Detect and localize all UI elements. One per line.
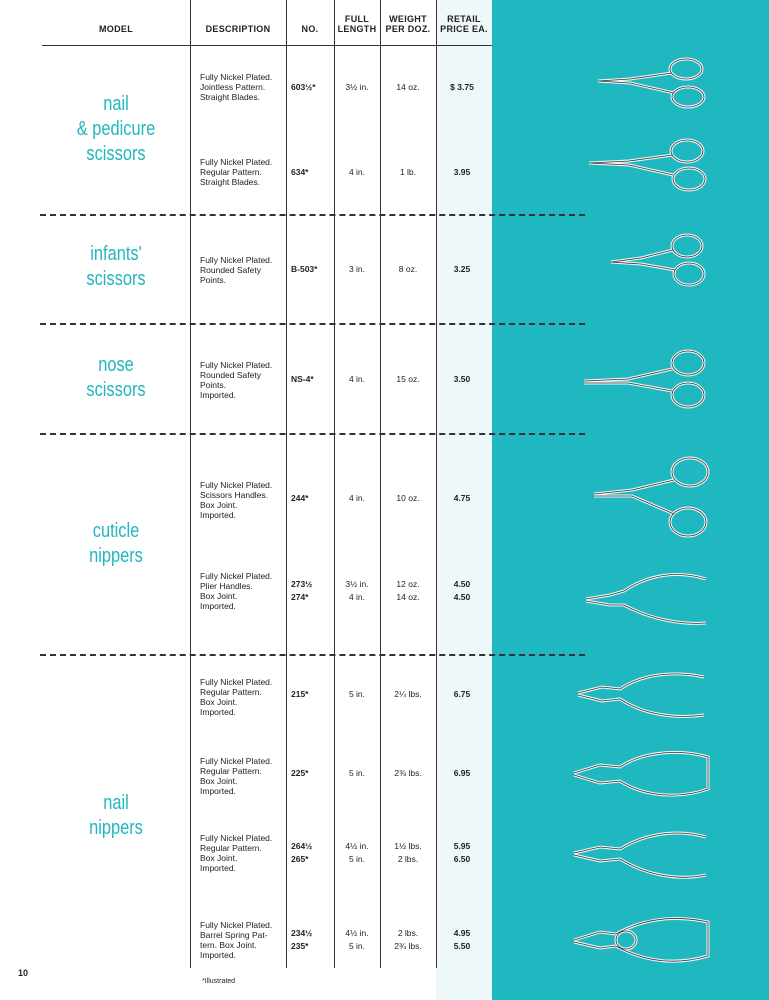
description-line: Fully Nickel Plated.: [200, 360, 273, 370]
nail-scissors-icon: [590, 55, 720, 115]
description-line: Fully Nickel Plated.: [200, 72, 273, 82]
section-title-cuticle-nippers: [55, 519, 176, 569]
number-value: 244*: [291, 493, 309, 503]
price-value: 4.95: [453, 928, 471, 938]
description-line: Scissors Handles.: [200, 490, 269, 500]
product-price: [436, 840, 488, 866]
weight-value: 14 oz.: [396, 82, 420, 92]
description-line: Imported.: [200, 390, 236, 400]
weight-value: 2¼ lbs.: [394, 689, 422, 699]
section-title-line: nippers: [89, 545, 143, 567]
product-description: [200, 157, 292, 187]
description-line: Regular Pattern.: [200, 687, 262, 697]
product-price: [436, 81, 488, 94]
product-description: [200, 677, 292, 717]
section-title-line: nail: [103, 792, 129, 814]
description-line: Plier Handles.: [200, 581, 253, 591]
number-value: NS-4*: [291, 374, 314, 384]
description-line: Points.: [200, 275, 226, 285]
barrel-spring-nipper-icon: [568, 908, 716, 972]
product-price: [436, 373, 488, 386]
section-title-line: scissors: [86, 143, 146, 165]
product-price: [436, 578, 488, 604]
description-line: Straight Blades.: [200, 92, 261, 102]
number-value: 274*: [291, 592, 309, 602]
section-title-line: infants': [90, 243, 142, 265]
number-value: 603½*: [291, 82, 316, 92]
weight-value: 15 oz.: [396, 374, 420, 384]
column-divider: [190, 0, 191, 968]
description-line: Imported.: [200, 510, 236, 520]
length-value: 4½ in.: [345, 841, 369, 851]
description-line: Rounded Safety: [200, 265, 261, 275]
product-description: [200, 72, 292, 102]
product-length: [334, 578, 380, 604]
section-title-line: scissors: [86, 379, 146, 401]
header-weight-line: PER DOZ.: [385, 24, 431, 34]
header-model: MODEL: [99, 24, 133, 34]
section-divider: [40, 433, 585, 435]
length-value: 4 in.: [348, 374, 366, 384]
section-title-line: cuticle: [92, 520, 140, 542]
section-title-line: scissors: [86, 268, 146, 290]
price-value: 3.95: [453, 167, 471, 177]
header-rule: [42, 45, 492, 46]
description-line: Rounded Safety: [200, 370, 261, 380]
weight-value: 1½ lbs.: [394, 841, 422, 851]
nail-nipper-icon: [572, 665, 712, 725]
price-value: 6.95: [453, 768, 471, 778]
number-value: 234½: [291, 928, 313, 938]
product-number: [291, 767, 335, 780]
product-price: [436, 166, 488, 179]
section-title-nail-pedicure-scissors: [55, 92, 176, 167]
product-number: [291, 927, 335, 953]
header-length-line: FULL: [344, 14, 370, 24]
length-value: 5 in.: [348, 689, 366, 699]
length-value: 3½ in.: [345, 82, 369, 92]
product-length: [334, 373, 380, 386]
cuticle-nipper-icon: [580, 565, 715, 635]
description-line: Imported.: [200, 707, 236, 717]
weight-value: 2¾ lbs.: [394, 941, 422, 951]
product-weight: [380, 927, 436, 953]
price-value: 4.50: [453, 579, 471, 589]
product-price: [436, 263, 488, 276]
product-weight: [380, 840, 436, 866]
description-line: Fully Nickel Plated.: [200, 920, 273, 930]
section-title-nose-scissors: [55, 353, 176, 403]
price-value: $ 3.75: [450, 82, 474, 92]
section-title-infants-scissors: [55, 242, 176, 292]
product-price: [436, 927, 488, 953]
length-value: 3 in.: [348, 264, 366, 274]
product-length: [334, 81, 380, 94]
product-description: [200, 833, 292, 873]
product-weight: [380, 373, 436, 386]
price-value: 4.50: [453, 592, 471, 602]
description-line: Box Joint.: [200, 697, 238, 707]
weight-value: 2⅜ lbs.: [394, 768, 422, 778]
description-line: Fully Nickel Plated.: [200, 157, 273, 167]
description-line: Regular Pattern.: [200, 167, 262, 177]
infant-scissors-icon: [605, 230, 715, 290]
description-line: Points.: [200, 380, 226, 390]
weight-value: 2 lbs.: [397, 928, 419, 938]
product-description: [200, 756, 292, 796]
price-value: 4.75: [453, 493, 471, 503]
description-line: Straight Blades.: [200, 177, 261, 187]
nail-nipper-icon: [568, 745, 716, 805]
section-divider: [40, 323, 585, 325]
description-line: Fully Nickel Plated.: [200, 677, 273, 687]
product-weight: [380, 688, 436, 701]
product-length: [334, 688, 380, 701]
description-line: Box Joint.: [200, 591, 238, 601]
description-line: Barrel Spring Pat-: [200, 930, 268, 940]
product-price: [436, 492, 488, 505]
header-price: [436, 14, 492, 34]
header-weight: [380, 14, 436, 34]
number-value: 273½: [291, 579, 313, 589]
number-value: B-503*: [291, 264, 318, 274]
length-value: 5 in.: [348, 941, 366, 951]
product-number: [291, 373, 335, 386]
price-value: 3.50: [453, 374, 471, 384]
description-line: tern. Box Joint.: [200, 940, 257, 950]
column-divider: [380, 0, 381, 968]
product-length: [334, 492, 380, 505]
price-value: 5.50: [453, 941, 471, 951]
description-line: Fully Nickel Plated.: [200, 833, 273, 843]
length-value: 4 in.: [348, 167, 366, 177]
product-length: [334, 166, 380, 179]
page-number: 10: [18, 968, 29, 978]
section-title-line: nail: [103, 93, 129, 115]
description-line: Regular Pattern.: [200, 766, 262, 776]
length-value: 4½ in.: [345, 928, 369, 938]
length-value: 3½ in.: [345, 579, 369, 589]
product-weight: [380, 81, 436, 94]
price-value: 6.75: [453, 689, 471, 699]
column-divider: [334, 0, 335, 968]
product-number: [291, 492, 335, 505]
description-line: Box Joint.: [200, 776, 238, 786]
product-price: [436, 767, 488, 780]
column-divider: [436, 0, 437, 968]
product-description: [200, 571, 292, 611]
price-value: 3.25: [453, 264, 471, 274]
product-number: [291, 840, 335, 866]
weight-value: 1 lb.: [399, 167, 417, 177]
description-line: Fully Nickel Plated.: [200, 756, 273, 766]
header-price-line: RETAIL: [447, 14, 481, 24]
number-value: 235*: [291, 941, 309, 951]
number-value: 634*: [291, 167, 309, 177]
description-line: Imported.: [200, 601, 236, 611]
description-line: Box Joint.: [200, 853, 238, 863]
section-title-nail-nippers: [55, 791, 176, 841]
section-divider: [40, 654, 585, 656]
description-line: Imported.: [200, 863, 236, 873]
number-value: 215*: [291, 689, 309, 699]
price-value: 5.95: [453, 841, 471, 851]
product-number: [291, 688, 335, 701]
length-value: 4 in.: [348, 592, 366, 602]
footnote: *Illustrated: [202, 978, 236, 985]
nail-scissors-icon: [585, 135, 720, 195]
product-description: [200, 255, 292, 285]
description-line: Imported.: [200, 950, 236, 960]
description-line: Fully Nickel Plated.: [200, 571, 273, 581]
nail-nipper-icon: [568, 825, 713, 885]
product-description: [200, 920, 292, 960]
product-length: [334, 767, 380, 780]
header-price-line: PRICE EA.: [440, 24, 488, 34]
header-description: DESCRIPTION: [205, 24, 271, 34]
product-number: [291, 263, 335, 276]
product-description: [200, 480, 292, 520]
product-weight: [380, 492, 436, 505]
header-length-line: LENGTH: [337, 24, 377, 34]
description-line: Fully Nickel Plated.: [200, 480, 273, 490]
cuticle-nipper-icon: [582, 452, 717, 542]
header-number: NO.: [301, 24, 319, 34]
header-weight-line: WEIGHT: [389, 14, 427, 24]
weight-value: 10 oz.: [396, 493, 420, 503]
product-weight: [380, 578, 436, 604]
weight-value: 14 oz.: [396, 592, 420, 602]
product-number: [291, 81, 335, 94]
product-number: [291, 166, 335, 179]
section-title-line: nippers: [89, 817, 143, 839]
product-number: [291, 578, 335, 604]
product-description: [200, 360, 292, 400]
description-line: Fully Nickel Plated.: [200, 255, 273, 265]
product-length: [334, 840, 380, 866]
length-value: 4 in.: [348, 493, 366, 503]
product-length: [334, 263, 380, 276]
weight-value: 2 lbs.: [397, 854, 419, 864]
section-divider: [40, 214, 585, 216]
product-weight: [380, 263, 436, 276]
section-title-line: nose: [98, 354, 134, 376]
number-value: 264½: [291, 841, 313, 851]
length-value: 5 in.: [348, 854, 366, 864]
product-length: [334, 927, 380, 953]
length-value: 5 in.: [348, 768, 366, 778]
description-line: Regular Pattern.: [200, 843, 262, 853]
number-value: 265*: [291, 854, 309, 864]
product-weight: [380, 767, 436, 780]
description-line: Imported.: [200, 786, 236, 796]
description-line: Box Joint.: [200, 500, 238, 510]
product-price: [436, 688, 488, 701]
description-line: Jointless Pattern.: [200, 82, 266, 92]
weight-value: 12 oz.: [396, 579, 420, 589]
section-title-line: & pedicure: [76, 118, 156, 140]
number-value: 225*: [291, 768, 309, 778]
product-weight: [380, 166, 436, 179]
weight-value: 8 oz.: [398, 264, 418, 274]
nose-scissors-icon: [578, 345, 718, 415]
header-length: [334, 14, 380, 34]
price-value: 6.50: [453, 854, 471, 864]
